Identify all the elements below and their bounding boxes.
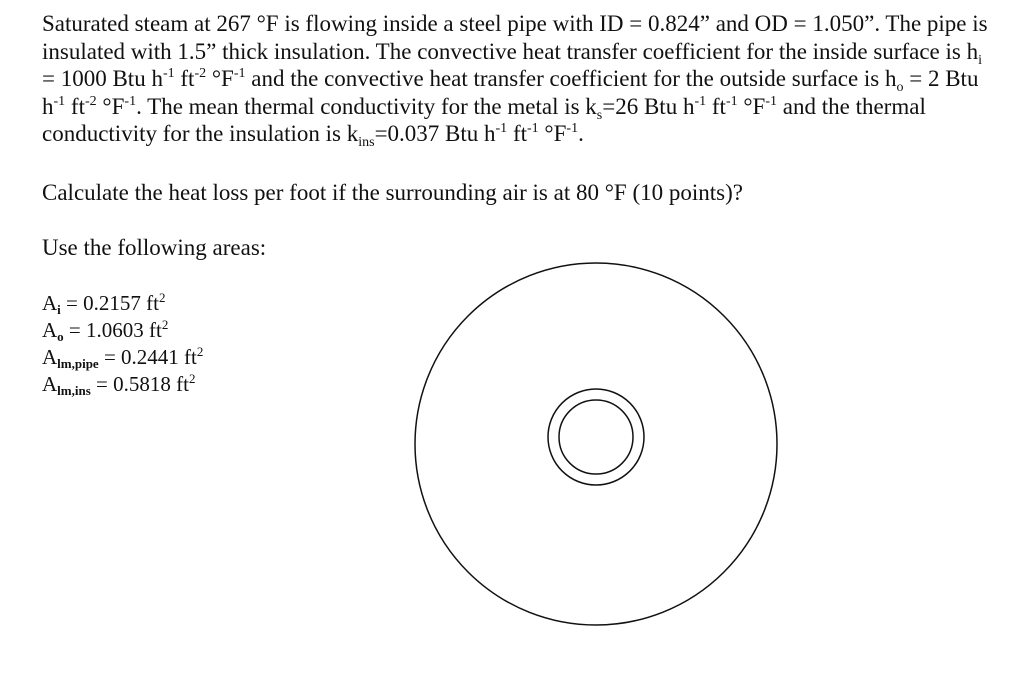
kins-unit-ft: ft [507, 121, 527, 146]
area-exponent: 2 [196, 344, 204, 359]
hi-unit-degf: °F [206, 66, 234, 91]
ks-value: =26 Btu h [602, 93, 695, 119]
area-subscript: lm,ins [57, 383, 91, 398]
hi-value: = 1000 Btu h [42, 66, 163, 91]
kins-exponent-ft: -1 [527, 121, 539, 136]
area-value: = 0.2441 ft [98, 345, 197, 369]
area-value: = 0.5818 ft [90, 372, 189, 396]
ho-exponent-degf: -1 [124, 93, 137, 109]
area-exponent: 2 [158, 290, 166, 305]
area-subscript: i [57, 302, 61, 317]
ks-symbol: k [585, 93, 597, 119]
insulation-text: and the thermal conductivity for the insulation is [42, 93, 926, 146]
ks-exponent-h: -1 [694, 93, 707, 109]
ks-exponent-degf: -1 [765, 93, 778, 109]
problem-end: . [578, 121, 584, 146]
problem-paragraph [42, 10, 992, 148]
ks-subscript: s [596, 107, 603, 123]
metal-text: . The mean thermal conductivity for the metal is [136, 93, 586, 119]
area-value: = 0.2157 ft [60, 291, 159, 315]
question-text: Calculate the heat loss per foot if the surrounding air is at 80 °F (10 points)? [42, 180, 743, 205]
area-row-outer [42, 317, 203, 344]
ho-symbol: h [885, 66, 897, 91]
area-symbol: A [42, 318, 58, 342]
hi-exponent-degf: -1 [233, 66, 246, 81]
hi-unit-ft: ft [174, 66, 195, 91]
problem-mid-text: and the convective heat transfer coefficient for the outside surface is [245, 66, 885, 91]
hi-symbol: h [966, 38, 979, 64]
hi-exponent-h: -1 [162, 66, 175, 81]
kins-subscript: ins [358, 135, 375, 150]
kins-exponent-h: -1 [495, 121, 508, 136]
areas-list [42, 290, 203, 398]
ho-exponent-h: -1 [53, 93, 66, 109]
area-exponent: 2 [188, 371, 196, 386]
pipe-outer-circle [548, 389, 644, 485]
area-symbol: A [42, 291, 58, 315]
hi-exponent-ft: -2 [194, 66, 207, 81]
kins-unit-degf: °F [538, 121, 567, 146]
ho-value: = 2 Btu h [42, 66, 979, 119]
area-subscript: o [57, 329, 64, 344]
area-subscript: lm,pipe [57, 356, 99, 371]
ho-unit-degf: °F [96, 93, 125, 119]
area-row-lm-pipe [42, 344, 203, 371]
ho-subscript: o [896, 80, 904, 95]
kins-value: =0.037 Btu h [374, 121, 496, 146]
problem-intro-text: Saturated steam at 267 °F is flowing inside a steel pipe with ID = 0.824” and OD = 1.050”. The pipe is insulated with 1.5” thick insulation. The convective heat transfer coefficient for the inside surface is [42, 11, 988, 64]
pipe-cross-section-diagram [412, 260, 792, 640]
pipe-inner-circle [559, 400, 633, 474]
area-exponent: 2 [161, 317, 169, 332]
area-value: = 1.0603 ft [63, 318, 162, 342]
kins-exponent-degf: -1 [566, 121, 579, 136]
area-row-lm-ins [42, 371, 203, 398]
ks-unit-degf: °F [737, 93, 766, 119]
problem-statement [42, 10, 992, 148]
kins-symbol: k [346, 121, 359, 146]
area-symbol: A [42, 372, 58, 396]
area-symbol: A [42, 345, 58, 369]
ks-exponent-ft: -1 [725, 93, 738, 109]
ho-unit-ft: ft [65, 93, 85, 119]
area-row-inner [42, 290, 203, 317]
hi-subscript: i [978, 52, 982, 68]
areas-intro: Use the following areas: [42, 235, 267, 260]
ks-unit-ft: ft [706, 93, 726, 119]
ho-exponent-ft: -2 [84, 93, 97, 109]
insulation-outer-circle [415, 263, 777, 625]
